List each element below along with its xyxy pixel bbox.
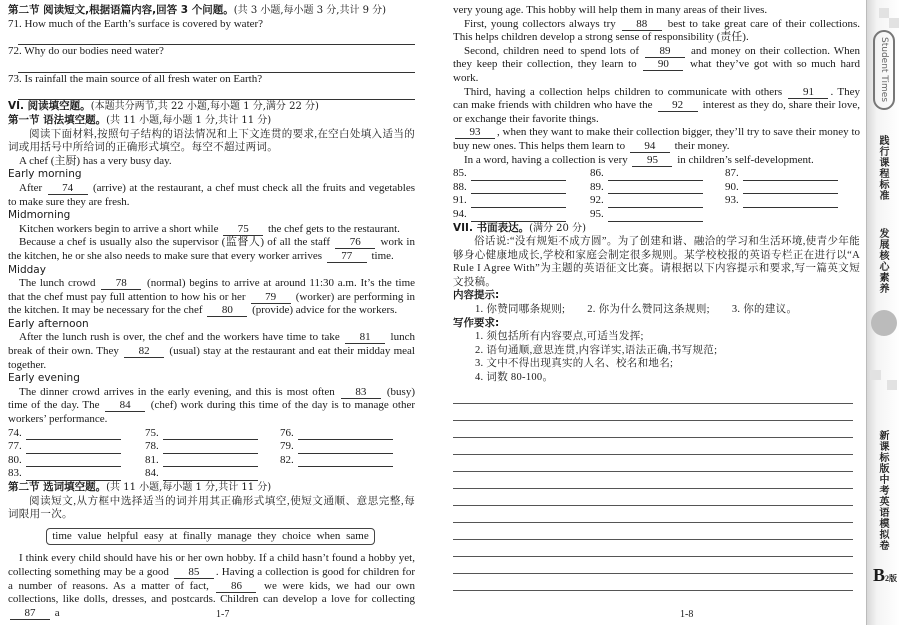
answer-line[interactable] bbox=[471, 183, 566, 194]
text-segment: (busy) time of the day. The bbox=[8, 385, 415, 412]
writing-line[interactable] bbox=[453, 523, 853, 540]
content-hints bbox=[453, 303, 860, 317]
text-segment: their money. bbox=[671, 139, 730, 152]
answer-number: 82. bbox=[280, 453, 294, 466]
answer-number: 91. bbox=[453, 194, 467, 207]
answer-number: 77. bbox=[8, 440, 22, 453]
sidebar-spine bbox=[866, 0, 900, 625]
answer-line[interactable] bbox=[26, 456, 121, 467]
answer-line-73[interactable] bbox=[18, 86, 415, 100]
question-73: 73. Is rainfall the main source of all fresh water on Earth? bbox=[8, 72, 263, 85]
left-page bbox=[8, 4, 415, 620]
writing-line[interactable] bbox=[453, 404, 853, 421]
text-segment: (worker) are performing in the kitchen. It may be necessary for the chef bbox=[8, 290, 416, 317]
requirements bbox=[453, 330, 860, 384]
text-segment: what they’ve got with so much hard work. bbox=[453, 58, 860, 84]
answer-cell bbox=[453, 181, 590, 195]
text-segment: (normal) begins to arrive at around 11:30 a.m. It’s the time that the chef must pay full attention to how his or her bbox=[8, 277, 416, 303]
answer-blank-79[interactable]: 79 bbox=[251, 292, 291, 304]
section-title: VI. 阅读填空题。 bbox=[8, 100, 91, 113]
writing-line[interactable] bbox=[453, 438, 853, 455]
paragraph bbox=[453, 4, 860, 18]
paragraph bbox=[453, 126, 860, 153]
writing-line[interactable] bbox=[453, 387, 853, 404]
scroll-icon bbox=[871, 310, 897, 336]
answer-blank-88[interactable]: 88 bbox=[622, 19, 662, 31]
answer-line[interactable] bbox=[471, 170, 566, 181]
subheading: Early afternoon bbox=[8, 317, 89, 330]
answer-line[interactable] bbox=[163, 429, 258, 440]
page-number: 1-7 bbox=[216, 609, 230, 620]
answer-line[interactable] bbox=[163, 443, 258, 454]
answer-blank-95[interactable]: 95 bbox=[632, 155, 672, 167]
list-item: 2. 你为什么赞同这条规则; bbox=[587, 304, 710, 316]
answer-line[interactable] bbox=[163, 470, 258, 481]
text-segment: (provide) advice for the workers. bbox=[249, 304, 398, 317]
answer-blank-78[interactable]: 78 bbox=[101, 278, 141, 290]
answer-blank-76[interactable]: 76 bbox=[335, 237, 375, 249]
text-segment: Kitchen workers begin to arrive a short while bbox=[19, 222, 222, 235]
answer-cell bbox=[280, 427, 415, 441]
answer-number: 80. bbox=[8, 453, 22, 466]
list-item: 1. 你赞同哪条规则; bbox=[475, 304, 566, 316]
text-segment: The dinner crowd arrives in the early evening, and this is most often bbox=[19, 385, 339, 398]
answer-blank-90[interactable]: 90 bbox=[643, 59, 683, 71]
answer-blank-80[interactable]: 80 bbox=[207, 305, 247, 317]
text-segment: Because a chef is usually also the supervisor (监督人) of all the staff bbox=[19, 236, 334, 249]
subheading: Early evening bbox=[8, 372, 80, 385]
answer-blank-82[interactable]: 82 bbox=[124, 346, 164, 358]
answer-cell bbox=[8, 454, 145, 468]
answer-number: 76. bbox=[280, 426, 294, 439]
list-item: 1. 须包括所有内容要点,可适当发挥; bbox=[475, 331, 644, 343]
writing-line[interactable] bbox=[453, 540, 853, 557]
answer-cell bbox=[453, 194, 590, 208]
text-segment: Second, children need to spend lots of bbox=[464, 44, 644, 57]
requirements-title: 写作要求: bbox=[453, 316, 500, 329]
list-item: 3. 文中不得出现真实的人名、校名和地名; bbox=[475, 358, 674, 370]
answer-cell bbox=[725, 194, 860, 208]
text-segment: (arrive) at the restaurant, a chef must check all the fruits and vegetables to make sure they are fresh. bbox=[8, 181, 415, 208]
answer-line[interactable] bbox=[743, 197, 838, 208]
answer-number: 86. bbox=[590, 167, 604, 180]
answer-grid bbox=[453, 167, 860, 221]
question-71: 71. How much of the Earth’s surface is covered by water? bbox=[8, 17, 264, 30]
section-note: (共 3 小题,每小题 3 分,共计 9 分) bbox=[233, 5, 387, 16]
text-segment: . Having a collection is good for children for a number of reasons. As a matter of fact, bbox=[8, 565, 416, 592]
answer-blank-89[interactable]: 89 bbox=[645, 46, 685, 58]
text-segment: best to take great care of their collections. This helps children develop a strong sense of responsibility (责任). bbox=[453, 17, 860, 44]
answer-number: 95. bbox=[590, 207, 604, 220]
content-hints-title: 内容提示: bbox=[453, 289, 500, 302]
text-segment: After bbox=[19, 181, 46, 194]
section-title: VII. 书面表达。 bbox=[453, 221, 530, 234]
writing-line[interactable] bbox=[453, 506, 853, 523]
answer-number: 94. bbox=[453, 207, 467, 220]
text-segment: In a word, having a collection is very bbox=[464, 153, 631, 166]
text-segment: the chef gets to the restaurant. bbox=[265, 222, 400, 235]
answer-line[interactable] bbox=[298, 456, 393, 467]
answer-blank-86[interactable]: 86 bbox=[216, 581, 256, 593]
answer-number: 81. bbox=[145, 453, 159, 466]
text-segment: and money on their collection. When they keep their collection, they learn to bbox=[453, 44, 861, 71]
answer-blank-93[interactable]: 93 bbox=[455, 127, 495, 139]
paragraph bbox=[8, 236, 415, 263]
answer-number: 84. bbox=[145, 467, 159, 480]
slogan: 践行课程标准 bbox=[877, 135, 888, 201]
section-note: (本题共分两节,共 22 小题,每小题 1 分,满分 22 分) bbox=[90, 101, 319, 113]
answer-cell bbox=[725, 181, 860, 195]
text-segment: a bbox=[52, 606, 60, 619]
paragraph bbox=[453, 18, 860, 45]
answer-blank-91[interactable]: 91 bbox=[788, 87, 828, 99]
answer-cell bbox=[8, 440, 145, 454]
answer-line[interactable] bbox=[471, 197, 566, 208]
answer-cell bbox=[280, 440, 415, 454]
paragraph bbox=[8, 386, 415, 427]
text-segment: in children’s self-development. bbox=[674, 153, 814, 166]
answer-line[interactable] bbox=[608, 170, 703, 181]
answer-number: 74. bbox=[8, 426, 22, 439]
paragraph bbox=[8, 277, 415, 318]
answer-line[interactable] bbox=[26, 443, 121, 454]
list-item: 2. 语句通顺,意思连贯,内容详实,语法正确,书写规范; bbox=[475, 344, 718, 356]
answer-number: 78. bbox=[145, 440, 159, 453]
answer-line[interactable] bbox=[743, 183, 838, 194]
slogan: 发展核心素养 bbox=[877, 228, 888, 294]
right-page bbox=[453, 4, 860, 591]
question-72: 72. Why do our bodies need water? bbox=[8, 45, 164, 58]
instructions: 阅读短文,从方框中选择适当的词并用其正确形式填空,使短文通顺、意思完整,每词限用一次。 bbox=[8, 495, 415, 521]
text-segment: very young age. This hobby will help them in many areas of their lives. bbox=[453, 4, 768, 16]
series-title: 新课标版中考英语模拟卷 bbox=[877, 430, 888, 551]
answer-line-72[interactable] bbox=[18, 59, 415, 73]
answer-cell bbox=[590, 208, 725, 222]
text-segment: (chef) work during this time of the day is to manage other workers’ performance. bbox=[8, 399, 415, 426]
answer-line-71[interactable] bbox=[18, 31, 415, 45]
answer-number: 90. bbox=[725, 180, 739, 193]
answer-blank-83[interactable]: 83 bbox=[341, 387, 381, 399]
instructions: 阅读下面材料,按照句子结构的语法情况和上下文连贯的要求,在空白处填入适当的词或用括号中所给词的正确形式填空。每空不超过两词。 bbox=[8, 128, 415, 154]
text-segment: interest as they do, share their love, or exchange their favorite things. bbox=[453, 99, 860, 125]
answer-blank-87[interactable]: 87 bbox=[10, 608, 50, 620]
text-segment: lunch break of their own. They bbox=[8, 331, 415, 358]
answer-number: 79. bbox=[280, 440, 294, 453]
answer-line[interactable] bbox=[298, 429, 393, 440]
answer-number: 92. bbox=[590, 194, 604, 207]
section-note: (共 11 小题,每小题 1 分,共计 11 分) bbox=[106, 114, 272, 126]
answer-number: 85. bbox=[453, 167, 467, 180]
page-number: 1-8 bbox=[680, 609, 694, 620]
section-title: 第二节 选词填空题。 bbox=[8, 481, 107, 493]
answer-blank-77[interactable]: 77 bbox=[327, 251, 367, 263]
answer-cell bbox=[453, 167, 590, 181]
section-title: 第二节 阅读短文,根据语篇内容,回答 3 个问题。 bbox=[8, 4, 234, 16]
answer-line[interactable] bbox=[26, 429, 121, 440]
answer-line[interactable] bbox=[608, 211, 703, 222]
section-note: (满分 20 分) bbox=[529, 222, 586, 234]
answer-blank-92[interactable]: 92 bbox=[658, 100, 698, 112]
word-box: time value helpful easy at finally manage they choice when same bbox=[46, 528, 375, 546]
text-segment: I think every child should have his or her own hobby. If a child hasn’t found a hobby yet, collecting something may be a good bbox=[8, 552, 415, 578]
paragraph bbox=[453, 86, 860, 127]
answer-cell bbox=[590, 167, 725, 181]
answer-blank-81[interactable]: 81 bbox=[345, 332, 385, 344]
text-segment: Third, having a collection helps children to communicate with others bbox=[464, 85, 787, 98]
paragraph bbox=[453, 154, 860, 168]
answer-line[interactable] bbox=[163, 456, 258, 467]
section-note: (共 11 小题,每小题 1 分,共计 11 分) bbox=[106, 482, 272, 493]
paragraph bbox=[453, 45, 860, 86]
answer-cell bbox=[453, 208, 590, 222]
text-segment: After the lunch rush is over, the chef and the workers have time to take bbox=[19, 331, 344, 344]
text-segment: work in the kitchen, he or she also needs to make sure that every worker arrives bbox=[8, 236, 415, 262]
answer-cell bbox=[8, 467, 145, 481]
edition-label: B2版 bbox=[873, 565, 898, 585]
answer-cell bbox=[590, 194, 725, 208]
answer-number: 93. bbox=[725, 194, 739, 207]
list-item: 3. 你的建议。 bbox=[731, 304, 798, 316]
text-segment: , when they want to make their collection bigger, they’ll try to save their money to buy new ones. This helps them learn to bbox=[453, 126, 860, 152]
answer-cell bbox=[145, 454, 280, 468]
answer-blank-94[interactable]: 94 bbox=[630, 141, 670, 153]
writing-line[interactable] bbox=[453, 472, 853, 489]
answer-grid bbox=[8, 427, 415, 481]
answer-number: 88. bbox=[453, 180, 467, 193]
writing-line[interactable] bbox=[453, 489, 853, 506]
writing-area[interactable] bbox=[453, 387, 860, 591]
answer-line[interactable] bbox=[26, 470, 121, 481]
text-segment: The lunch crowd bbox=[19, 277, 100, 290]
answer-cell bbox=[145, 467, 280, 481]
answer-cell bbox=[280, 454, 415, 468]
writing-line[interactable] bbox=[453, 557, 853, 574]
writing-line[interactable] bbox=[453, 421, 853, 438]
text-segment: First, young collectors always try bbox=[464, 17, 620, 30]
answer-number: 89. bbox=[590, 180, 604, 193]
answer-cell bbox=[725, 167, 860, 181]
subheading: Midday bbox=[8, 263, 46, 276]
writing-line[interactable] bbox=[453, 574, 853, 591]
paragraph bbox=[8, 552, 415, 620]
answer-line[interactable] bbox=[608, 197, 703, 208]
answer-blank-75[interactable]: 75 bbox=[223, 224, 263, 236]
subheading: Midmorning bbox=[8, 209, 71, 222]
answer-number: 75. bbox=[145, 426, 159, 439]
answer-blank-84[interactable]: 84 bbox=[105, 400, 145, 412]
answer-number: 83. bbox=[8, 467, 22, 480]
answer-line[interactable] bbox=[743, 170, 838, 181]
text-segment: we were kids, we had our own collections, like dolls, dresses, and postcards. Children can develop a love for collecting bbox=[8, 579, 415, 606]
answer-line[interactable] bbox=[298, 443, 393, 454]
text-segment: . They can make friends with children who have the bbox=[453, 85, 860, 112]
text-segment: time. bbox=[368, 249, 394, 262]
subheading: Early morning bbox=[8, 168, 82, 181]
answer-cell bbox=[8, 427, 145, 441]
text-segment: (usual) stay at the restaurant and eat their midday meal together. bbox=[8, 345, 415, 371]
answer-blank-74[interactable]: 74 bbox=[48, 183, 88, 195]
student-times-logo: Student Times bbox=[873, 30, 895, 110]
answer-blank-85[interactable]: 85 bbox=[174, 567, 214, 579]
answer-number: 87. bbox=[725, 167, 739, 180]
answer-line[interactable] bbox=[608, 183, 703, 194]
writing-line[interactable] bbox=[453, 455, 853, 472]
answer-line[interactable] bbox=[471, 211, 566, 222]
answer-cell bbox=[145, 427, 280, 441]
paragraph bbox=[8, 331, 415, 372]
list-item: 4. 词数 80-100。 bbox=[475, 372, 554, 384]
answer-cell bbox=[145, 440, 280, 454]
section-title: 第一节 语法填空题。 bbox=[8, 113, 107, 126]
passage-intro: A chef (主厨) has a very busy day. bbox=[19, 154, 172, 167]
answer-cell bbox=[590, 181, 725, 195]
paragraph bbox=[8, 223, 415, 237]
paragraph bbox=[8, 182, 415, 209]
writing-prompt: 俗话说:“没有规矩不成方圆”。为了创建和谐、融洽的学习和生活环境,使青少年能够身心健康地成长,学校和家庭会制定很多规则。某学校校报的英语专栏正在进行以“A Rule I Agree With”为主题的英语征文比赛。请根据以下内容提示和要求,写一篇英文短文投稿。 bbox=[453, 236, 860, 288]
